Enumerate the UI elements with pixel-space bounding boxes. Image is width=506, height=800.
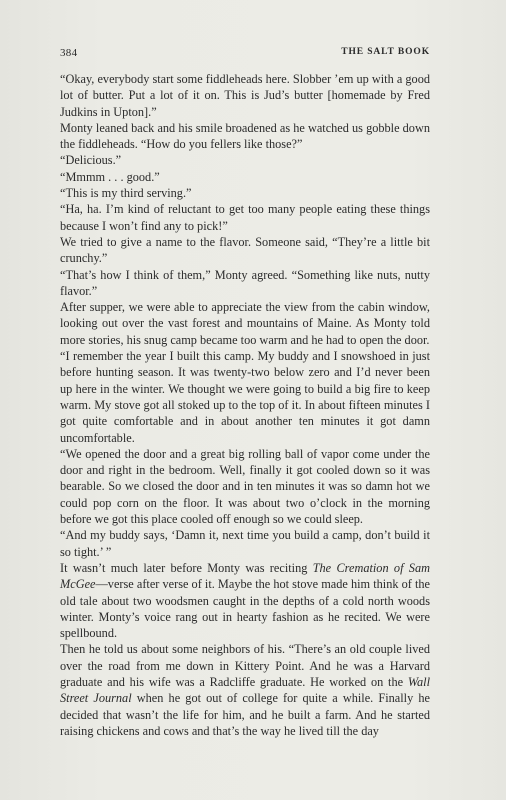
text-run: —verse after verse of it. Maybe the hot stove made him think of the old tale about two woodsmen caught in the depths of a cold north woods winter. Monty’s voice rang out in hearty fashion as he recited. We were spellbound.	[60, 577, 430, 641]
paragraph	[60, 234, 430, 267]
paragraph	[60, 152, 430, 168]
paragraph	[60, 348, 430, 446]
paragraph	[60, 299, 430, 348]
running-head: THE SALT BOOK	[341, 47, 430, 57]
text-run: when he got out of college for quite a while. Finally he decided that wasn’t the life for him, and he built a farm. And he started raising chickens and cows and that’s the way he lived till the day	[60, 691, 430, 738]
italic-title: Wall Street Journal	[60, 674, 430, 706]
paragraph	[60, 267, 430, 300]
text-run: After supper, we were able to appreciate the view from the cabin window, looking out over the vast forest and mountains of Maine. As Monty told more stories, his snug camp became too warm and he had to open the door.	[60, 300, 430, 347]
paragraph	[60, 169, 430, 185]
text-run: “We opened the door and a great big rolling ball of vapor come under the door and right in the bedroom. Well, finally it got cooled down so it was bearable. So we closed the door and in ten minutes it was so damn hot we could pop corn on the floor. It was about two o’clock in the morning before we got this place cooled off enough so we could sleep.	[60, 446, 430, 527]
body-text	[60, 71, 430, 739]
paragraph	[60, 527, 430, 560]
paragraph	[60, 560, 430, 641]
text-run: “That’s how I think of them,” Monty agreed. “Something like nuts, nutty flavor.”	[60, 267, 430, 298]
text-run: “And my buddy says, ‘Damn it, next time you build a camp, don’t build it so tight.’ ”	[60, 528, 430, 559]
page-number: 384	[60, 47, 78, 59]
paragraph	[60, 120, 430, 153]
text-run: “Mmmm . . . good.”	[60, 169, 160, 184]
paragraph	[60, 641, 430, 739]
paragraph	[60, 201, 430, 234]
paragraph	[60, 446, 430, 527]
paragraph	[60, 71, 430, 120]
text-run: Monty leaned back and his smile broadened as he watched us gobble down the fiddleheads. “How do you fellers like those?”	[60, 120, 430, 152]
text-run: “This is my third serving.”	[60, 186, 192, 201]
page-header	[60, 47, 430, 63]
text-run: “I remember the year I built this camp. My buddy and I snowshoed in just before hunting season. It was twenty-two below zero and I’d never been up here in the winter. We thought we were going to build a big fire to keep warm. My stove got all stoked up to the top of it. In about fifteen minutes I got quite comfortable and in about another ten minutes it got damn uncomfortable.	[60, 349, 430, 445]
text-run: “Ha, ha. I’m kind of reluctant to get too many people eating these things because I won’t find any to pick!”	[60, 202, 430, 233]
text-run: We tried to give a name to the flavor. Someone said, “They’re a little bit crunchy.”	[60, 234, 430, 266]
text-run: “Delicious.”	[60, 153, 122, 168]
text-run: “Okay, everybody start some fiddleheads here. Slobber ’em up with a good lot of butter. Put a lot of it on. This is Jud’s butter [homemade by Fred Judkins in Upton].”	[60, 72, 430, 119]
paragraph	[60, 185, 430, 201]
text-run: It wasn’t much later before Monty was reciting	[60, 560, 313, 575]
italic-title: The Cremation of Sam McGee	[60, 560, 430, 592]
text-run: Then he told us about some neighbors of his. “There’s an old couple lived over the road from me down in Kittery Point. And he was a Harvard graduate and his wife was a Radcliffe graduate. He worked on the	[60, 642, 430, 689]
